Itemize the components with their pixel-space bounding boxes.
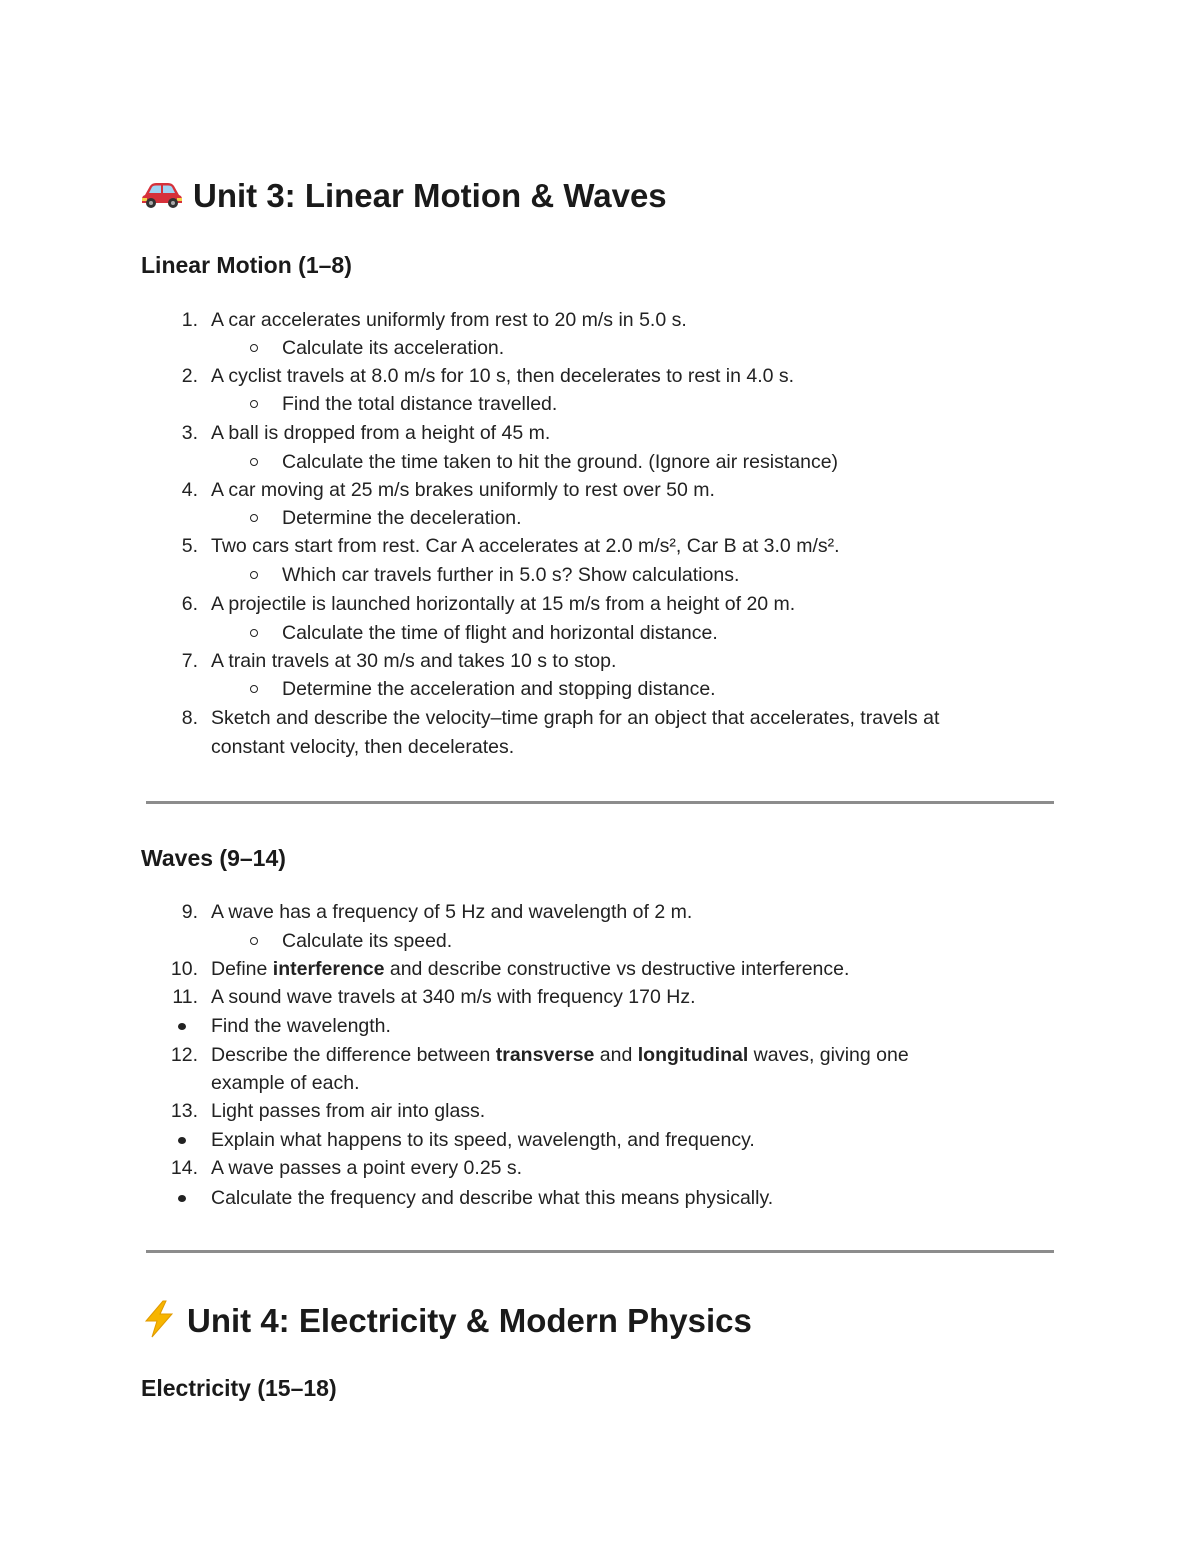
bold-term: longitudinal [637,1044,749,1066]
horizontal-divider [146,1250,1054,1253]
filled-bullet-icon [178,1137,186,1144]
hollow-bullet-icon [250,400,258,408]
unit3-title: Unit 3: Linear Motion & Waves [193,177,667,214]
linear-motion-heading: Linear Motion (1–8) [141,252,352,278]
unit3-heading [141,176,667,218]
filled-bullet-icon [178,1023,186,1030]
document-page: Unit 3: Linear Motion & Waves Linear Motion (1–8) 1. A car accelerates uniformly from rest to 20 m/s in 5.0 s. Calculate its acceleration. 2. A cyclist travels at 8.0 m/s for 10 s, then decelerates to rest in 4.0 s. Find the total distance travelled. 3. A ball is dropped from a height of 45 m. Calculate the time taken to hit the ground. (Ignore air resistance) 4. A car moving at 25 m/s brakes uniformly to rest over 50 m. Determine the deceleration. 5. Two cars start from rest. Car A accelerates at 2.0 m/s², Car B at 3.0 m/s². Which car travels further in 5.0 s? Show calculations. 6. A projectile is launched horizontally at 15 m/s from a height of 20 m. Calculate the time of flight and horizontal distance. 7. A train travels at 30 m/s and takes 10 s to stop. Determine the acceleration and stopping distance. 8. Sketch and describe the velocity–time graph for an object that accelerates, travels at constant velocity, then decelerates. Waves (9–14) 9. A wave has a frequency of 5 Hz and wavelength of 2 m. Calculate its speed. 10. Define interference and describe constructive vs destructive interference. 11. A sound wave travels at 340 m/s with frequency 170 Hz. Find the wavelength. 12. Describe the difference between transverse and longitudinal waves, giving one example of each. 13. Light passes from air into glass. Explain what happens to its speed, wavelength, and frequency. 14. A wave passes a point every 0.25 s. Calculate the frequency and describe what this means physically. Unit 4: Electricity & Modern Physics Electricity (15–18) [0,0,1200,1553]
hollow-bullet-icon [250,629,258,637]
unit4-title: Unit 4: Electricity & Modern Physics [187,1302,752,1340]
hollow-bullet-icon [250,571,258,579]
filled-bullet-icon [178,1195,186,1202]
hollow-bullet-icon [250,458,258,466]
unit4-heading [141,1300,752,1347]
hollow-bullet-icon [250,514,258,522]
electricity-heading: Electricity (15–18) [141,1375,337,1401]
hollow-bullet-icon [250,344,258,352]
car-icon [141,178,183,218]
horizontal-divider [146,801,1054,804]
lightning-icon [141,1300,177,1347]
bold-term: interference [272,958,385,980]
hollow-bullet-icon [250,685,258,693]
waves-heading: Waves (9–14) [141,845,286,871]
bold-term: transverse [495,1044,595,1066]
hollow-bullet-icon [250,937,258,945]
